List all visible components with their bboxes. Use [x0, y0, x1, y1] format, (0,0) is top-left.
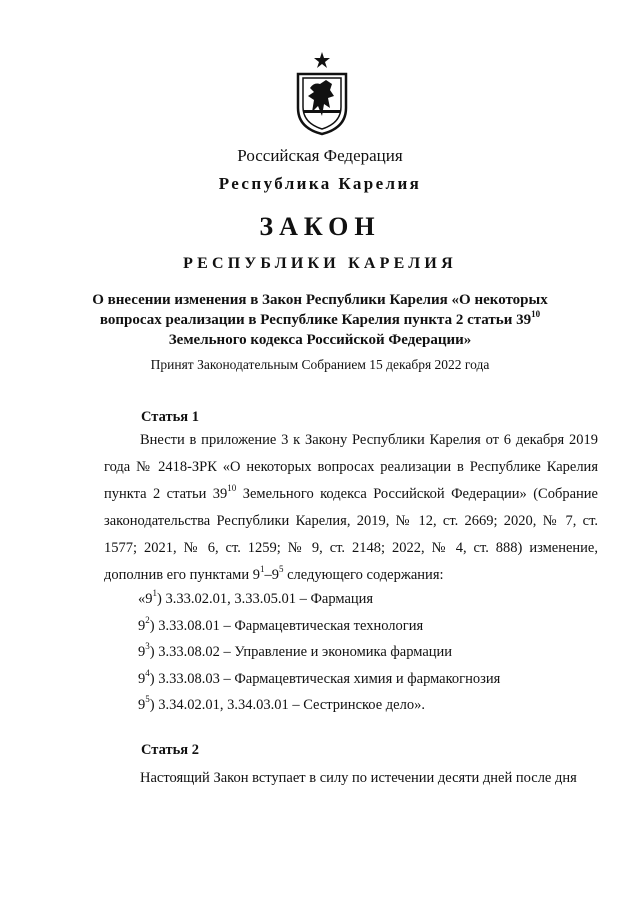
adoption-note: Принят Законодательным Собранием 15 декабря 2022 года [150, 357, 490, 372]
law-title [0, 290, 640, 350]
law-title-line-2: вопросах реализации в Республике Карелия пункта 2 статьи $39^{10}$ [99, 309, 541, 328]
list-item: $9^3$) 3.33.08.02 – Управление и экономика фармации [138, 641, 453, 660]
article-1-heading: Статья 1 [141, 409, 199, 425]
law-title-line-1: О внесении изменения в Закон Республики Карелия «О некоторых [92, 292, 548, 308]
article-1-items-list [138, 586, 500, 719]
document-type: ЗАКОН [259, 212, 381, 241]
article-2-heading: Статья 2 [141, 742, 199, 758]
list-item: $9^4$) 3.33.08.03 – Фармацевтическая химия и фармакогнозия [138, 667, 501, 687]
list-item: «$9^1$) 3.33.02.01, 3.33.05.01 – Фармация [138, 588, 374, 607]
article-1-paragraph: Внести в приложение 3 к Закону Республики Карелия от 6 декабря 2019 года № 2418-ЗРК «О некоторых вопросах реализации в Республике Карелия пункта 2 статьи $39^{10}$ Земельного кодекса Российской Федерации» (Собрание законодательства Республики Карелия, 2019, № 12, ст. 2669; 2020, № 7, ст. 1577; 2021, № 6, ст. 1259; № 9, ст. 2148; 2022, № 4, ст. 888) изменение, дополнив его пунктами $9^1-9^5$ следующего содержания: [104, 432, 598, 583]
list-item: $9^5$) 3.34.02.01, 3.34.03.01 – Сестринское дело». [138, 694, 425, 713]
law-title-line-3: Земельного кодекса Российской Федерации» [168, 332, 472, 348]
list-item: $9^2$) 3.33.08.01 – Фармацевтическая технология [138, 614, 424, 634]
coat-of-arms-emblem [294, 50, 350, 136]
country-name: Российская Федерация [237, 146, 403, 165]
republic-name: Республика Карелия [218, 174, 422, 193]
article-2-paragraph: Настоящий Закон вступает в силу по истечении десяти дней после дня [140, 770, 577, 786]
document-type-subtitle: РЕСПУБЛИКИ КАРЕЛИЯ [183, 255, 457, 272]
